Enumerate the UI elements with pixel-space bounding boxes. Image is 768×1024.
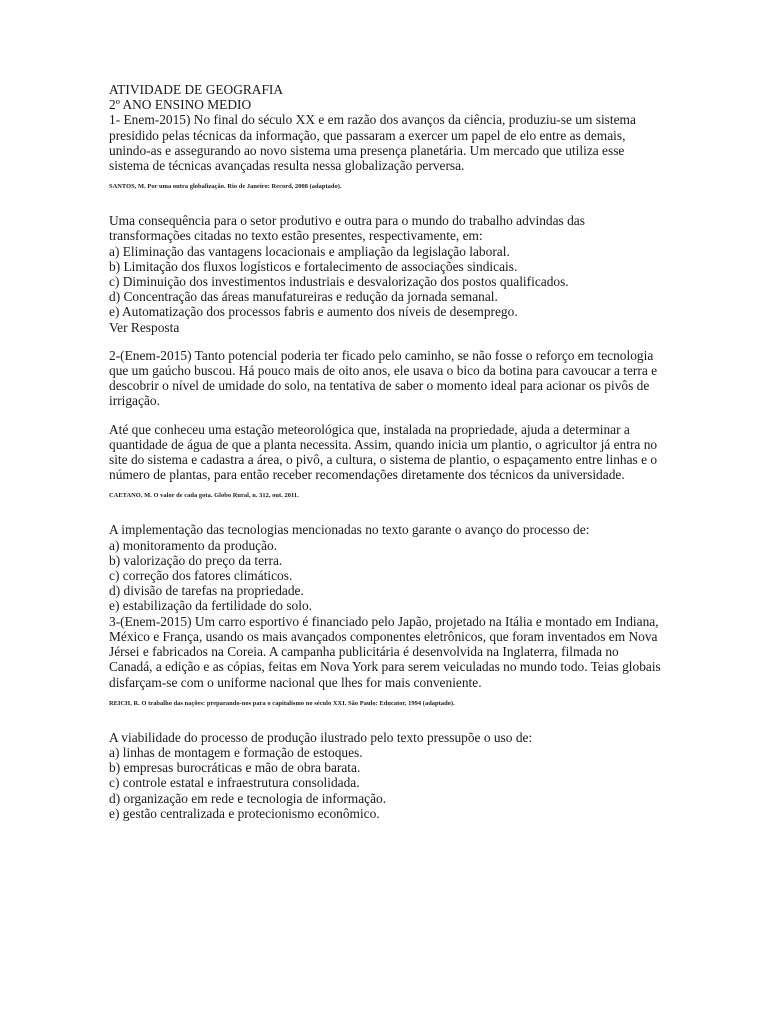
- q3-option-d: d) organização em rede e tecnologia de informação.: [109, 790, 387, 806]
- q2-option-e: e) estabilização da fertilidade do solo.: [109, 598, 313, 614]
- q2-option-b: b) valorização do preço da terra.: [109, 552, 283, 568]
- doc-title: ATIVIDADE DE GEOGRAFIA: [109, 82, 284, 97]
- q3-option-b: b) empresas burocráticas e mão de obra barata.: [109, 760, 361, 776]
- q1-option-a: a) Eliminação das vantagens locacionais e ampliação da legislação laboral.: [109, 243, 510, 259]
- q1-option-d: d) Concentração das áreas manufatureiras e redução da jornada semanal.: [109, 289, 498, 305]
- q2-source: CAETANO, M. O valor de cada gota. Globo Rural, n. 312, out. 2011.: [109, 492, 299, 500]
- q3-option-c: c) controle estatal e infraestrutura consolidada.: [109, 775, 360, 791]
- q3-prompt: A viabilidade do processo de produção ilustrado pelo texto pressupõe o uso de:: [109, 729, 533, 745]
- q2-text-2: Até que conheceu uma estação meteorológica que, instalada na propriedade, ajuda a determinar a quantidade de água de que a planta necessita. Assim, quando inicia um plantio, o agricultor já entra no site do sistema e cadastra a área, o pivô, a cultura, o sistema de plantio, o espaçamento entre linhas e o número de plantas, para então receber recomendações diretamente dos técnicos da universidade.: [109, 421, 658, 483]
- ver-resposta-link[interactable]: Ver Resposta: [109, 319, 180, 335]
- q2-prompt: A implementação das tecnologias mencionadas no texto garante o avanço do processo de:: [109, 522, 590, 538]
- q1-option-c: c) Diminuição dos investimentos industriais e desvalorização dos postos qualificados.: [109, 274, 569, 290]
- document-body: [109, 82, 661, 821]
- q1-text: 1- Enem-2015) No final do século XX e em razão dos avanços da ciência, produziu-se um sistema presidido pelas técnicas da informação, que passaram a exercer um papel de elo entre as demais, unindo-as e assegurando ao novo sistema uma presença planetária. Um mercado que utiliza esse sistema de técnicas avançadas resulta nessa globalização perversa.: [109, 112, 636, 174]
- q2-option-d: d) divisão de tarefas na propriedade.: [109, 583, 304, 599]
- q3-option-e: e) gestão centralizada e protecionismo econômico.: [109, 805, 380, 821]
- q2-text-1: 2-(Enem-2015) Tanto potencial poderia ter ficado pelo caminho, se não fosse o reforço em tecnologia que um gaúcho buscou. Há pouco mais de oito anos, ele usava o bico da botina para cavoucar a terra e descobrir o nível de umidade do solo, na tentativa de saber o momento ideal para acionar os pivôs de irrigação.: [109, 347, 658, 409]
- q3-source: REICH, R. O trabalho das nações: preparando-nos para o capitalismo no século XXI. São Paulo: Educator, 1994 (adaptado).: [109, 699, 455, 707]
- q1-source: SANTOS, M. Por uma outra globalização. Rio de Janeiro: Record, 2008 (adaptado).: [109, 183, 342, 191]
- q2-option-c: c) correção dos fatores climáticos.: [109, 568, 293, 584]
- q2-option-a: a) monitoramento da produção.: [109, 537, 278, 553]
- q1-option-b: b) Limitação dos fluxos logísticos e fortalecimento de associações sindicais.: [109, 258, 518, 274]
- q3-option-a: a) linhas de montagem e formação de estoques.: [109, 744, 363, 760]
- q1-prompt: Uma consequência para o setor produtivo e outra para o mundo do trabalho advindas das transformações citadas no texto estão presentes, respectivamente, em:: [109, 213, 585, 244]
- doc-subtitle: 2º ANO ENSINO MEDIO: [109, 97, 252, 113]
- q1-option-e: e) Automatização dos processos fabris e aumento dos níveis de desemprego.: [109, 304, 518, 320]
- q3-text: 3-(Enem-2015) Um carro esportivo é financiado pelo Japão, projetado na Itália e montado em Indiana, México e França, usando os mais avançados componentes eletrônicos, que foram inventados em Nova Jérsei e fabricados na Coreia. A campanha publicitária é desenvolvida na Inglaterra, filmada no Canadá, a edição e as cópias, feitas em Nova York para serem veiculadas no mundo todo. Teias globais disfarçam-se com o uniforme nacional que lhes for mais conveniente.: [109, 613, 661, 690]
